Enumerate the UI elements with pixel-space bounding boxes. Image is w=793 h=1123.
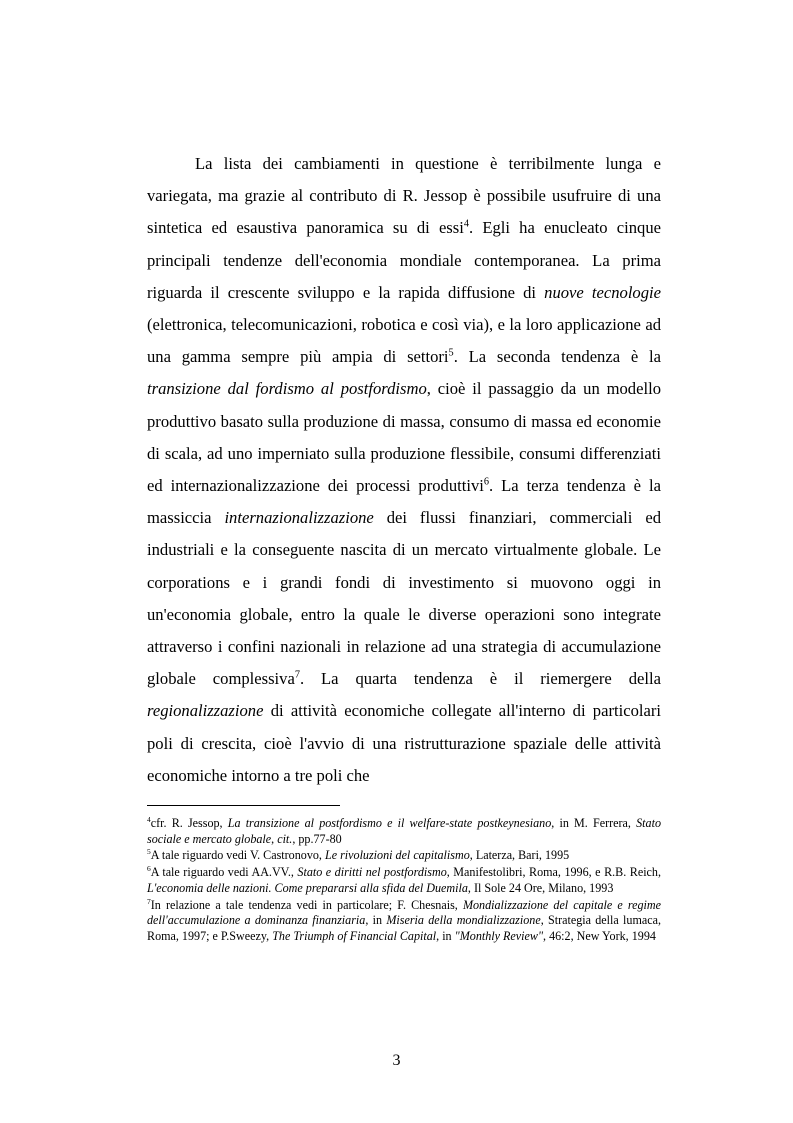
note-text: A tale riguardo vedi AA.VV.,	[150, 865, 298, 880]
note-text: ,	[271, 831, 278, 846]
note-title: L'economia delle nazioni. Come prepararsi alla sfida del Duemila	[147, 880, 468, 895]
note-title: The Triumph of Financial Capital	[272, 928, 437, 943]
note-text: , in	[436, 928, 455, 943]
footnote-separator	[147, 805, 340, 806]
footnote-number: 6	[147, 864, 151, 874]
note-text: , Laterza, Bari, 1995	[469, 848, 570, 863]
note-text: , Il Sole 24 Ore, Milano, 1993	[467, 880, 614, 895]
note-title: Mondializzazione del capitale e regime dell'accumulazione a dominanza finanziaria	[147, 897, 661, 928]
footnote-4	[147, 816, 661, 847]
page-number: 3	[392, 1052, 401, 1069]
paragraph	[147, 148, 661, 792]
note-text: In relazione a tale tendenza vedi in particolare; F. Chesnais,	[150, 897, 463, 912]
footnote-ref-6[interactable]: 6	[483, 476, 489, 488]
text-run: , cioè il passaggio da un modello produttivo basato sulla produzione di massa, consumo di massa ed economie di scala, ad uno imperniato sulla produzione flessibile, consumi differenziati ed internazionalizzazione dei processi produttivi	[147, 379, 661, 496]
emphasis: regionalizzazione	[147, 701, 264, 721]
note-title: "Monthly Review"	[454, 928, 544, 943]
text-run: . La seconda tendenza è la	[453, 347, 661, 367]
main-text	[147, 148, 661, 792]
text-run: dei flussi finanziari, commerciali ed industriali e la conseguente nascita di un mercato virtualmente globale. Le corporations e i grandi fondi di investimento si muovono oggi in un'economia globale, entro la quale le diverse operazioni sono integrate attraverso i confini nazionali in relazione ad una strategia di accumulazione globale complessiva	[147, 508, 661, 689]
text-run: . La terza tendenza è la massiccia	[147, 476, 661, 528]
footnote-number: 7	[147, 896, 151, 906]
note-text: , in	[365, 913, 387, 928]
text-run: . Egli ha enucleato cinque principali tendenze dell'economia mondiale contemporanea. La prima riguarda il crescente sviluppo e la rapida diffusione di	[147, 218, 661, 302]
footnotes	[147, 816, 661, 946]
note-text: , Manifestolibri, Roma, 1996, e R.B. Reich,	[446, 865, 661, 880]
footnote-ref-7[interactable]: 7	[294, 669, 300, 681]
footnote-ref-5[interactable]: 5	[448, 347, 454, 359]
note-title: La transizione al postfordismo e il welfare-state postkeynesiano	[227, 816, 552, 830]
note-title: Stato e diritti nel postfordismo	[297, 865, 447, 880]
note-title: Le rivoluzioni del capitalismo	[324, 848, 470, 863]
footnote-7	[147, 898, 661, 945]
footnote-5	[147, 848, 661, 864]
text-run: (elettronica, telecomunicazioni, robotica e così via), e la loro applicazione ad una gamma sempre più ampia di settori	[147, 315, 661, 367]
footnote-6	[147, 865, 661, 896]
note-text: , 46:2, New York, 1994	[543, 928, 656, 943]
text-run: . La quarta tendenza è il riemergere della	[299, 669, 661, 689]
emphasis: nuove tecnologie	[544, 282, 661, 302]
note-title: Stato sociale e mercato globale	[147, 816, 661, 846]
note-text: , in M. Ferrera,	[551, 816, 637, 830]
emphasis: internazionalizzazione	[224, 508, 374, 528]
note-text: A tale riguardo vedi V. Castronovo,	[150, 848, 325, 863]
text-run: La lista dei cambiamenti in questione è terribilmente lunga e variegata, ma grazie al contributo di R. Jessop è possibile usufruire di una sintetica ed esaustiva panoramica su di essi	[147, 154, 661, 238]
note-title: cit.	[277, 831, 293, 846]
note-text: , pp.77-80	[292, 831, 342, 846]
note-text: , Strategia della lumaca, Roma, 1997; e P.Sweezy,	[147, 913, 661, 943]
note-title: Miseria della mondializzazione	[386, 913, 541, 928]
footnote-number: 5	[147, 847, 151, 857]
footnote-number: 4	[147, 814, 151, 824]
note-text: cfr. R. Jessop,	[150, 816, 228, 830]
text-run: di attività economiche collegate all'interno di particolari poli di crescita, cioè l'avvio di una ristrutturazione spaziale delle attività economiche intorno a tre poli che	[147, 701, 661, 785]
emphasis: transizione dal fordismo al postfordismo	[147, 379, 427, 399]
footnote-ref-4[interactable]: 4	[463, 218, 469, 230]
